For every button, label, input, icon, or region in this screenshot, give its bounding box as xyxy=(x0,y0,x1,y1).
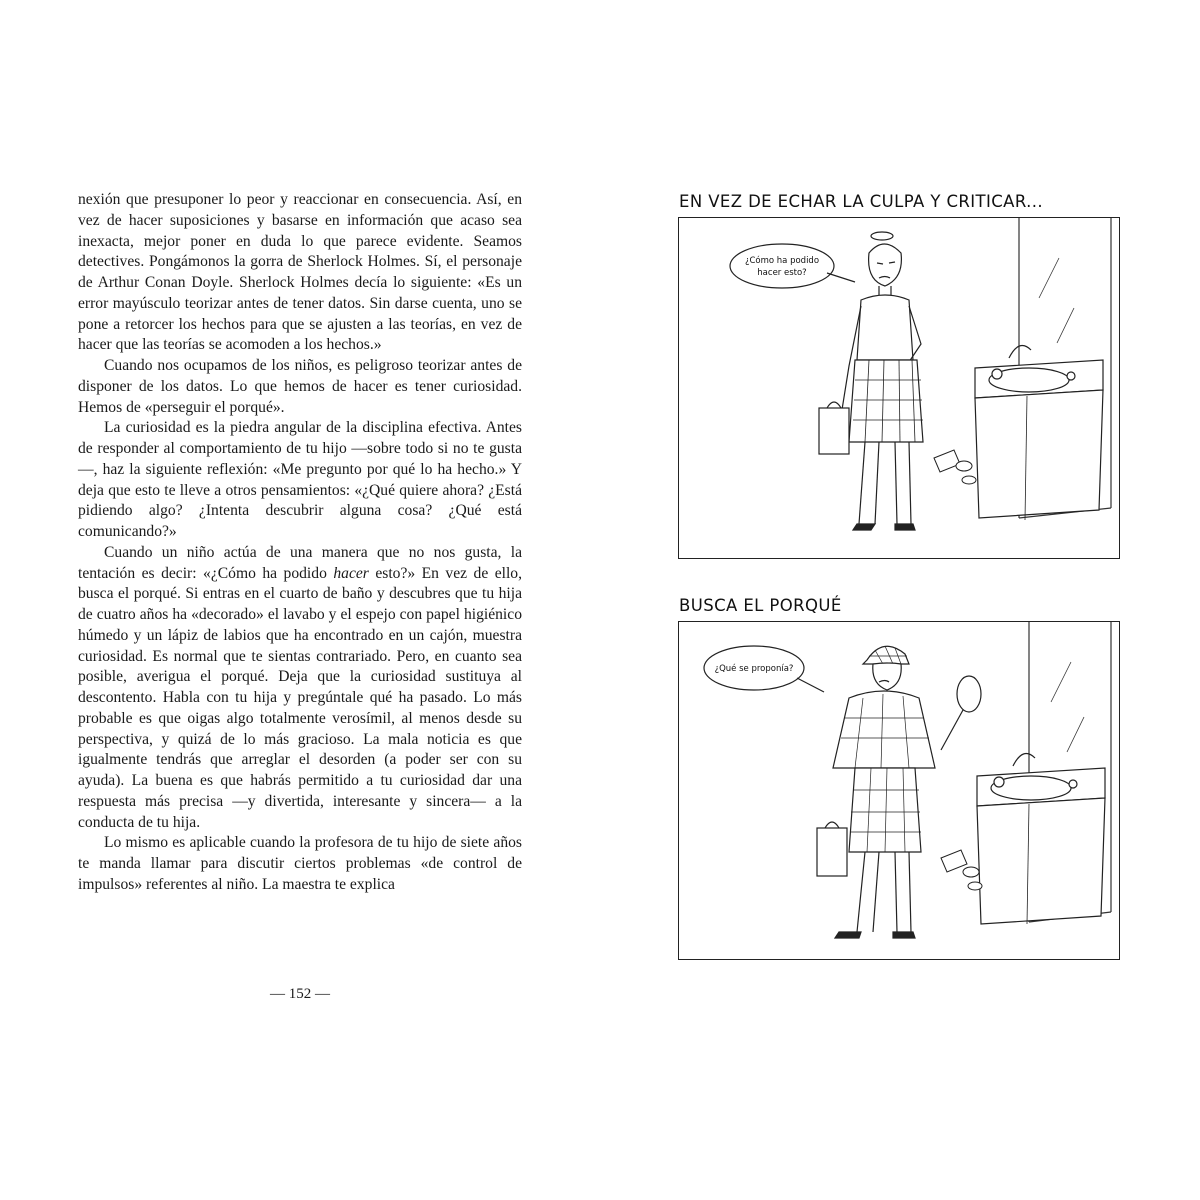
speech-bubble-1 xyxy=(730,244,855,288)
paragraph-3: La curiosidad es la piedra angular de la disciplina efectiva. Antes de responder al comportamiento de tu hijo —sobre todo si no te gusta—, haz la siguiente reflexión: «Me pregunto por qué lo ha hecho.» Y deja que esto te lleve a otros pensamientos: «¿Qué quiere ahora? ¿Está pidiendo algo? ¿Intenta descubrir alguna cosa? ¿Qué está comunicando?» xyxy=(78,419,522,540)
paragraph-4 xyxy=(78,543,522,834)
woman-figure xyxy=(819,232,923,530)
comic-panel-2 xyxy=(678,621,1120,960)
paragraph-1: nexión que presuponer lo peor y reaccionar en consecuencia. Así, en vez de hacer suposiciones y basarse en información que acaso sea inexacta, mejor poner en duda lo que parece evidente. Seamos detectives. Pongámonos la gorra de Sherlock Holmes. Sí, el personaje de Arthur Conan Doyle. Sherlock Holmes decía lo siguiente: «Es un error mayúsculo teorizar antes de tener datos. Sin darse cuenta, uno se pone a retorcer los hechos para que se ajusten a las teorías, en vez de hacer que las teorías se acomoden a los hechos.» xyxy=(78,191,522,354)
detective-figure xyxy=(817,646,981,938)
panel-2-illustration xyxy=(679,622,1119,959)
floor-objects xyxy=(934,450,976,484)
floor-objects-2 xyxy=(941,850,982,890)
panel-2-title: BUSCA EL PORQUÉ xyxy=(679,596,842,615)
page-number: — 152 — xyxy=(270,986,330,1002)
panel-1-illustration xyxy=(679,218,1119,558)
paragraph-2: Cuando nos ocupamos de los niños, es peligroso teorizar antes de disponer de los datos. Lo que hemos de hacer es tener curiosidad. Hemos de «perseguir el porqué». xyxy=(78,357,522,416)
paragraph-4-italic: hacer xyxy=(333,564,369,582)
sink-cabinet-2 xyxy=(977,754,1105,925)
bubble-1-line1: ¿Cómo ha podido xyxy=(744,256,820,266)
comic-panel-1 xyxy=(678,217,1120,559)
paragraph-4-before: Cuando un niño actúa de una manera que no nos gusta, la tentación es decir: «¿Cómo ha podido xyxy=(78,543,522,582)
bubble-1-line2: hacer esto? xyxy=(757,268,807,278)
sink-cabinet xyxy=(975,346,1103,521)
bubble-2-line1: ¿Qué se proponía? xyxy=(714,664,794,674)
left-page-text xyxy=(78,190,522,896)
panel-1-title: EN VEZ DE ECHAR LA CULPA Y CRITICAR... xyxy=(679,192,1044,211)
paragraph-4-after: esto?» En vez de ello, busca el porqué. Si entras en el cuarto de baño y descubres que tu hija de cuatro años ha «decorado» el lavabo y el espejo con papel higiénico húmedo y un lápiz de labios que ha encontrado en un cajón, muestra curiosidad. Es normal que te sientas contrariado. Pero, en cuanto sea posible, averigua el porqué. Deja que la curiosidad sustituya al descontento. Habla con tu hija y pregúntale qué ha pasado. Lo más probable es que oigas algo totalmente verosímil, al menos desde su perspectiva, y quizá de lo más gracioso. La mala noticia es que igualmente tendrás que arreglar el desorden (a poder ser con su ayuda). La buena es que habrás permitido a tu curiosidad dar una respuesta más precisa —y divertida, interesante y sincera— a la conducta de tu hija. xyxy=(78,564,523,831)
speech-bubble-2 xyxy=(704,646,824,692)
paragraph-5: Lo mismo es aplicable cuando la profesora de tu hijo de siete años te manda llamar para discutir ciertos problemas «de control de impulsos» referentes al niño. La maestra te explica xyxy=(78,834,522,893)
